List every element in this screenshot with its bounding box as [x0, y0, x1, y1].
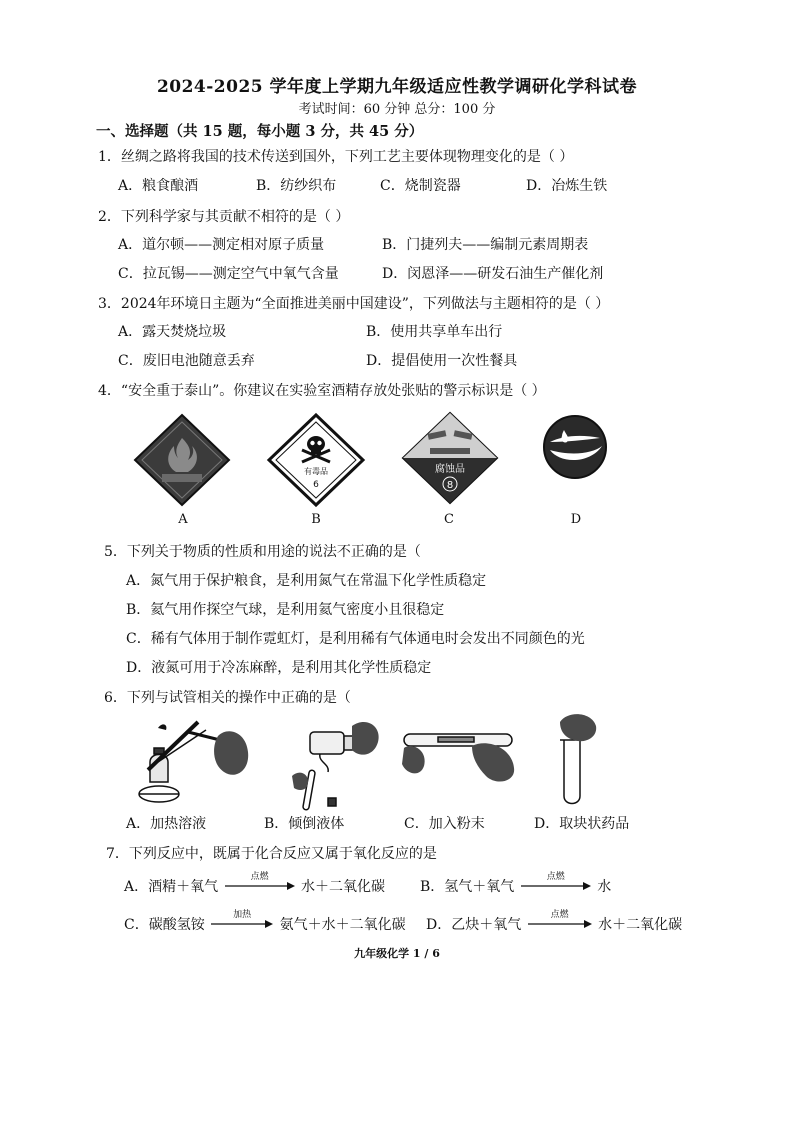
q6-label-c: C．加入粉末 — [404, 816, 485, 832]
q4-stem: 4．“安全重于泰山”。你建议在实验室酒精存放处张贴的警示标识是（ ） — [98, 383, 546, 399]
corrosive-sign-number: 8 — [446, 480, 454, 491]
heating-solution-figure-icon — [128, 712, 258, 812]
q2-option-c: C．拉瓦锡——测定空气中氧气含量 — [118, 266, 339, 282]
q3-option-b: B．使用共享单车出行 — [366, 324, 503, 340]
q7-c-products: 氨气＋水＋二氧化碳 — [279, 917, 406, 933]
q7-option-b — [420, 872, 612, 896]
q3-option-a: A．露天焚烧垃圾 — [118, 324, 227, 340]
q5-option-b: B．氦气用作探空气球，是利用氦气密度小且很稳定 — [126, 602, 445, 618]
q4-label-d: D — [570, 512, 582, 527]
q7-d-products: 水＋二氧化碳 — [598, 917, 683, 933]
corrosive-sign-icon — [400, 410, 500, 506]
toxic-sign-icon — [266, 412, 366, 508]
q7-a-reactants: A．酒精＋氧气 — [124, 879, 219, 895]
q5-option-d: D．液氮可用于冷冻麻醉，是利用其化学性质稳定 — [126, 660, 432, 676]
adding-powder-figure-icon — [398, 718, 528, 808]
q7-d-reactants: D．乙炔＋氧气 — [426, 917, 522, 933]
right-arrow-icon — [521, 881, 591, 891]
q5-stem: 5．下列关于物质的性质和用途的说法不正确的是（ — [104, 544, 421, 560]
q2-stem: 2．下列科学家与其贡献不相符的是（ ） — [98, 209, 350, 225]
reaction-arrow-d — [528, 910, 592, 933]
q4-label-b: B — [311, 512, 321, 527]
corrosive-sign-text: 腐蚀品 — [435, 464, 465, 475]
page-footer: 九年级化学 1 / 6 — [354, 947, 440, 960]
q6-label-d: D．取块状药品 — [534, 816, 630, 832]
q2-option-d: D．闵恩泽——研发石油生产催化剂 — [382, 266, 604, 282]
q4-label-c: C — [444, 512, 454, 527]
toxic-sign-text: 有毒品 — [304, 467, 328, 476]
exam-subtitle: 考试时间：60 分钟 总分：100 分 — [298, 102, 496, 117]
q6-label-b: B．倾倒液体 — [264, 816, 345, 832]
q7-option-d — [426, 910, 683, 934]
q7-option-c — [124, 910, 406, 934]
arrow-condition-c: 加热 — [233, 910, 252, 920]
toxic-sign-number: 6 — [313, 480, 319, 490]
right-arrow-icon — [225, 881, 295, 891]
right-arrow-icon — [528, 919, 592, 929]
q6-stem: 6．下列与试管相关的操作中正确的是（ — [104, 690, 351, 706]
q1-option-c: C．烧制瓷器 — [380, 178, 461, 194]
q5-option-c: C．稀有气体用于制作霓虹灯，是利用稀有气体通电时会发出不同颜色的光 — [126, 631, 585, 647]
q3-option-d: D．提倡使用一次性餐具 — [366, 353, 518, 369]
q2-option-b: B．门捷列夫——编制元素周期表 — [382, 237, 589, 253]
water-saving-sign-icon — [540, 412, 610, 482]
pouring-liquid-figure-icon — [290, 712, 390, 812]
flammable-sign-icon — [132, 412, 232, 508]
q2-option-a: A．道尔顿——测定相对原子质量 — [118, 237, 325, 253]
q3-option-c: C．废旧电池随意丢弃 — [118, 353, 255, 369]
q5-option-a: A．氮气用于保护粮食，是利用氮气在常温下化学性质稳定 — [126, 573, 487, 589]
q7-stem: 7．下列反应中，既属于化合反应又属于氧化反应的是 — [106, 846, 437, 862]
arrow-condition-d: 点燃 — [550, 910, 569, 920]
reaction-arrow-b — [521, 872, 591, 895]
q4-label-a: A — [178, 512, 188, 527]
reaction-arrow-a — [225, 872, 295, 895]
q1-option-d: D．冶炼生铁 — [526, 178, 608, 194]
q1-stem: 1．丝绸之路将我国的技术传送到国外，下列工艺主要体现物理变化的是（ ） — [98, 149, 574, 165]
arrow-condition-b: 点燃 — [546, 872, 565, 882]
q1-option-a: A．粮食酿酒 — [118, 178, 199, 194]
q7-b-reactants: B．氢气＋氧气 — [420, 879, 515, 895]
section-heading: 一、选择题（共 15 题，每小题 3 分，共 45 分） — [96, 123, 424, 140]
taking-block-figure-icon — [550, 710, 610, 810]
q7-a-products: 水＋二氧化碳 — [301, 879, 386, 895]
q3-stem: 3．2024年环境日主题为“全面推进美丽中国建设”，下列做法与主题相符的是（ ） — [98, 296, 610, 312]
exam-title: 2024-2025 学年度上学期九年级适应性教学调研化学科试卷 — [156, 77, 638, 97]
right-arrow-icon — [211, 919, 273, 929]
q7-b-products: 水 — [597, 879, 612, 895]
q7-option-a — [124, 872, 386, 896]
q1-option-b: B．纺纱织布 — [256, 178, 337, 194]
arrow-condition-a: 点燃 — [250, 872, 269, 882]
reaction-arrow-c — [211, 910, 273, 933]
q7-c-reactants: C．碳酸氢铵 — [124, 917, 205, 933]
q6-label-a: A．加热溶液 — [126, 816, 207, 832]
